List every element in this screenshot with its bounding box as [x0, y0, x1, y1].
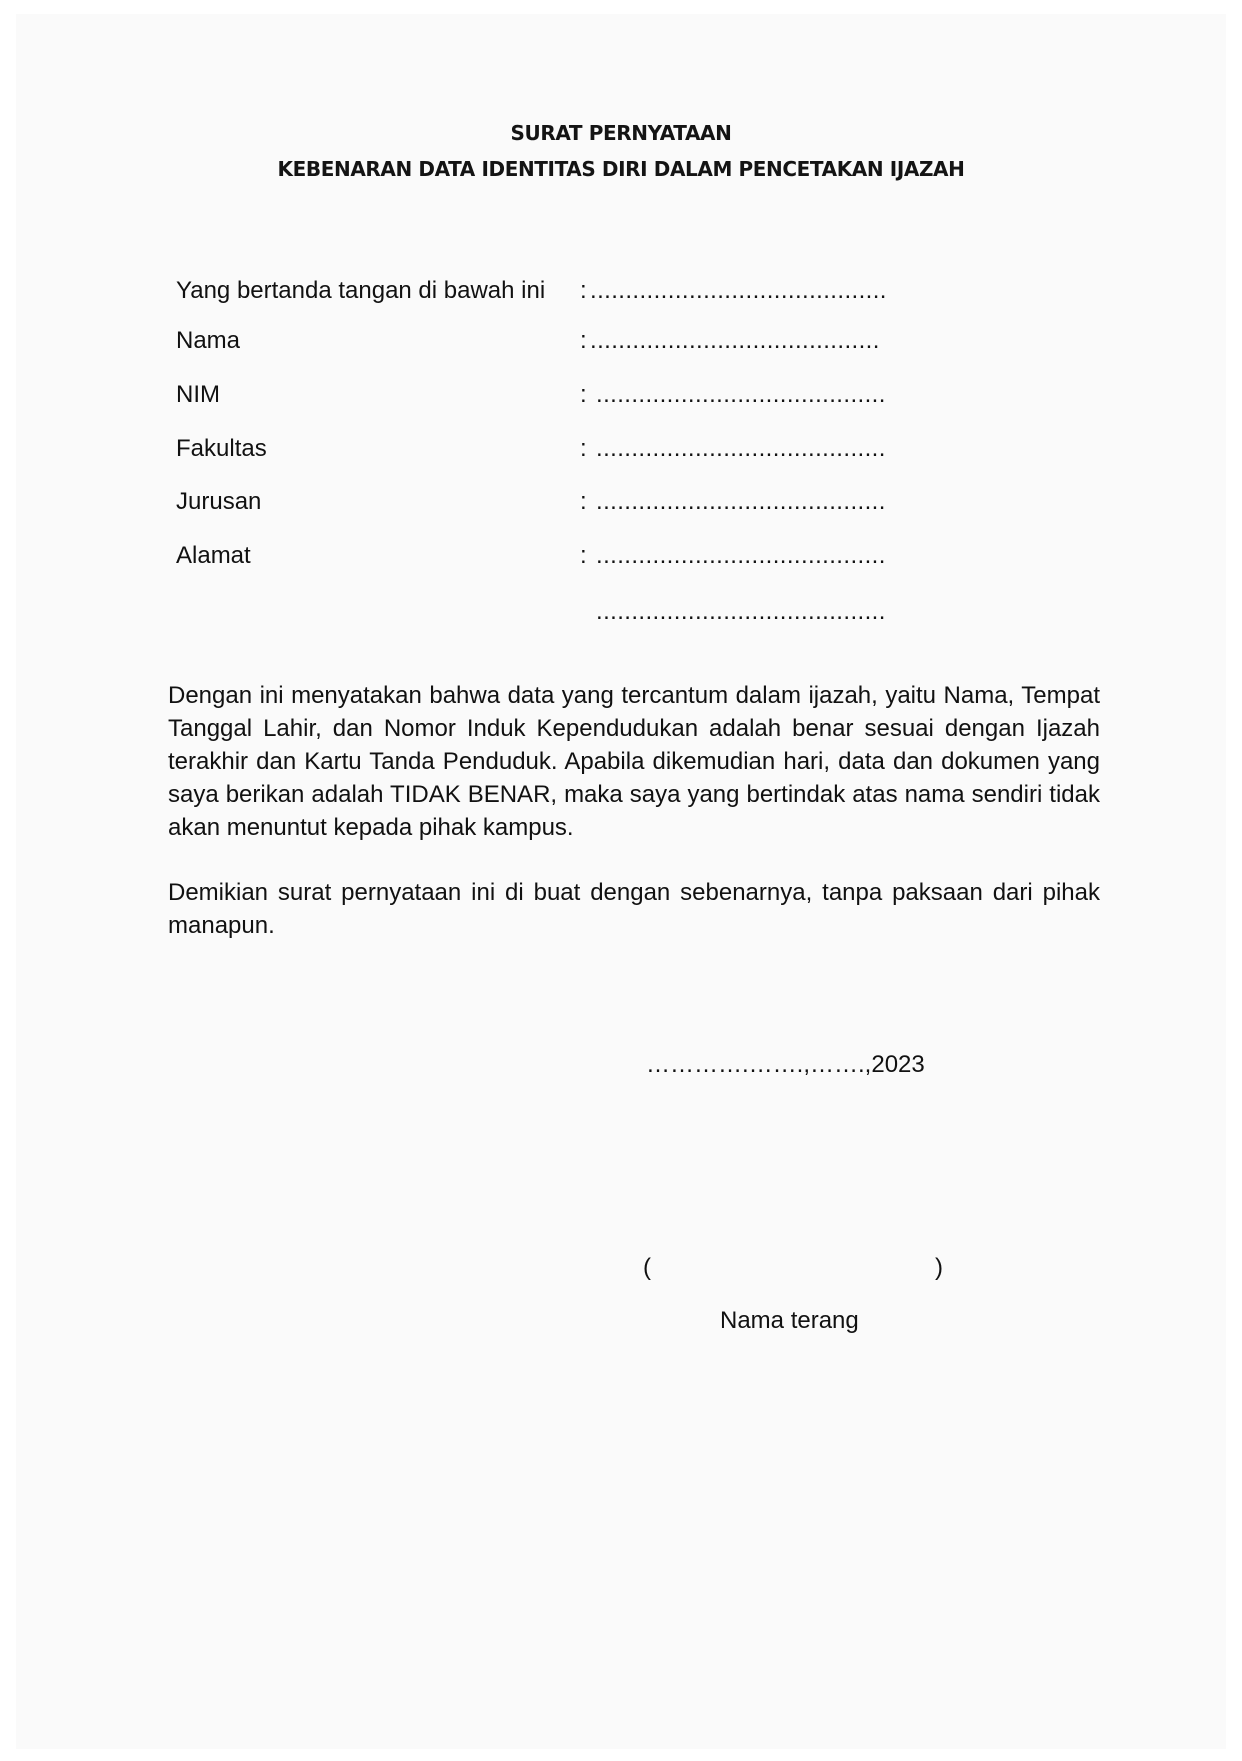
field-label: Nama — [176, 327, 241, 354]
field-alamat — [176, 539, 936, 573]
field-blank: ......................................... — [590, 327, 880, 354]
field-nim — [176, 378, 936, 412]
signature-open-paren: ( — [643, 1254, 651, 1281]
document-title: SURAT PERNYATAAN — [510, 121, 732, 145]
field-colon: : — [580, 327, 587, 354]
statement-paragraph: Dengan ini menyatakan bahwa data yang tercantum dalam ijazah, yaitu Nama, Tempat Tanggal Lahir, dan Nomor Induk Kependudukan adalah benar sesuai dengan Ijazah terakhir dan Kartu Tanda Penduduk. Apabila dikemudian hari, data dan dokumen yang saya berikan adalah TIDAK BENAR, maka saya yang bertindak atas nama sendiri tidak akan menuntut kepada pihak kampus. — [168, 682, 1100, 841]
field-label: Jurusan — [176, 488, 262, 515]
field-blank: ......................................... — [596, 542, 886, 569]
signature-caption: Nama terang — [720, 1307, 859, 1334]
field-colon: : — [580, 488, 587, 515]
date-line: ………….…….,…….,2023 — [646, 1051, 925, 1078]
field-blank: ......................................... — [596, 488, 886, 515]
field-signer — [176, 274, 936, 308]
signature-close-paren: ) — [935, 1254, 943, 1281]
field-blank: ......................................... — [596, 381, 886, 408]
document-subtitle: KEBENARAN DATA IDENTITAS DIRI DALAM PENCETAKAN IJAZAH — [277, 157, 965, 181]
address-continuation-blank: ......................................... — [596, 598, 886, 625]
field-nama — [176, 324, 936, 358]
field-colon: : — [580, 381, 587, 408]
closing-paragraph: Demikian surat pernyataan ini di buat dengan sebenarnya, tanpa paksaan dari pihak manapun. — [168, 879, 1100, 939]
field-blank: ......................................... — [596, 435, 886, 462]
field-label: Fakultas — [176, 435, 267, 462]
field-colon: : — [580, 542, 587, 569]
field-label: Alamat — [176, 542, 251, 569]
field-blank: .......................................... — [590, 277, 887, 304]
field-label: NIM — [176, 381, 220, 408]
field-fakultas — [176, 432, 936, 466]
field-colon: : — [580, 435, 587, 462]
field-label: Yang bertanda tangan di bawah ini — [176, 277, 546, 304]
field-colon: : — [580, 277, 587, 304]
field-jurusan — [176, 485, 936, 519]
